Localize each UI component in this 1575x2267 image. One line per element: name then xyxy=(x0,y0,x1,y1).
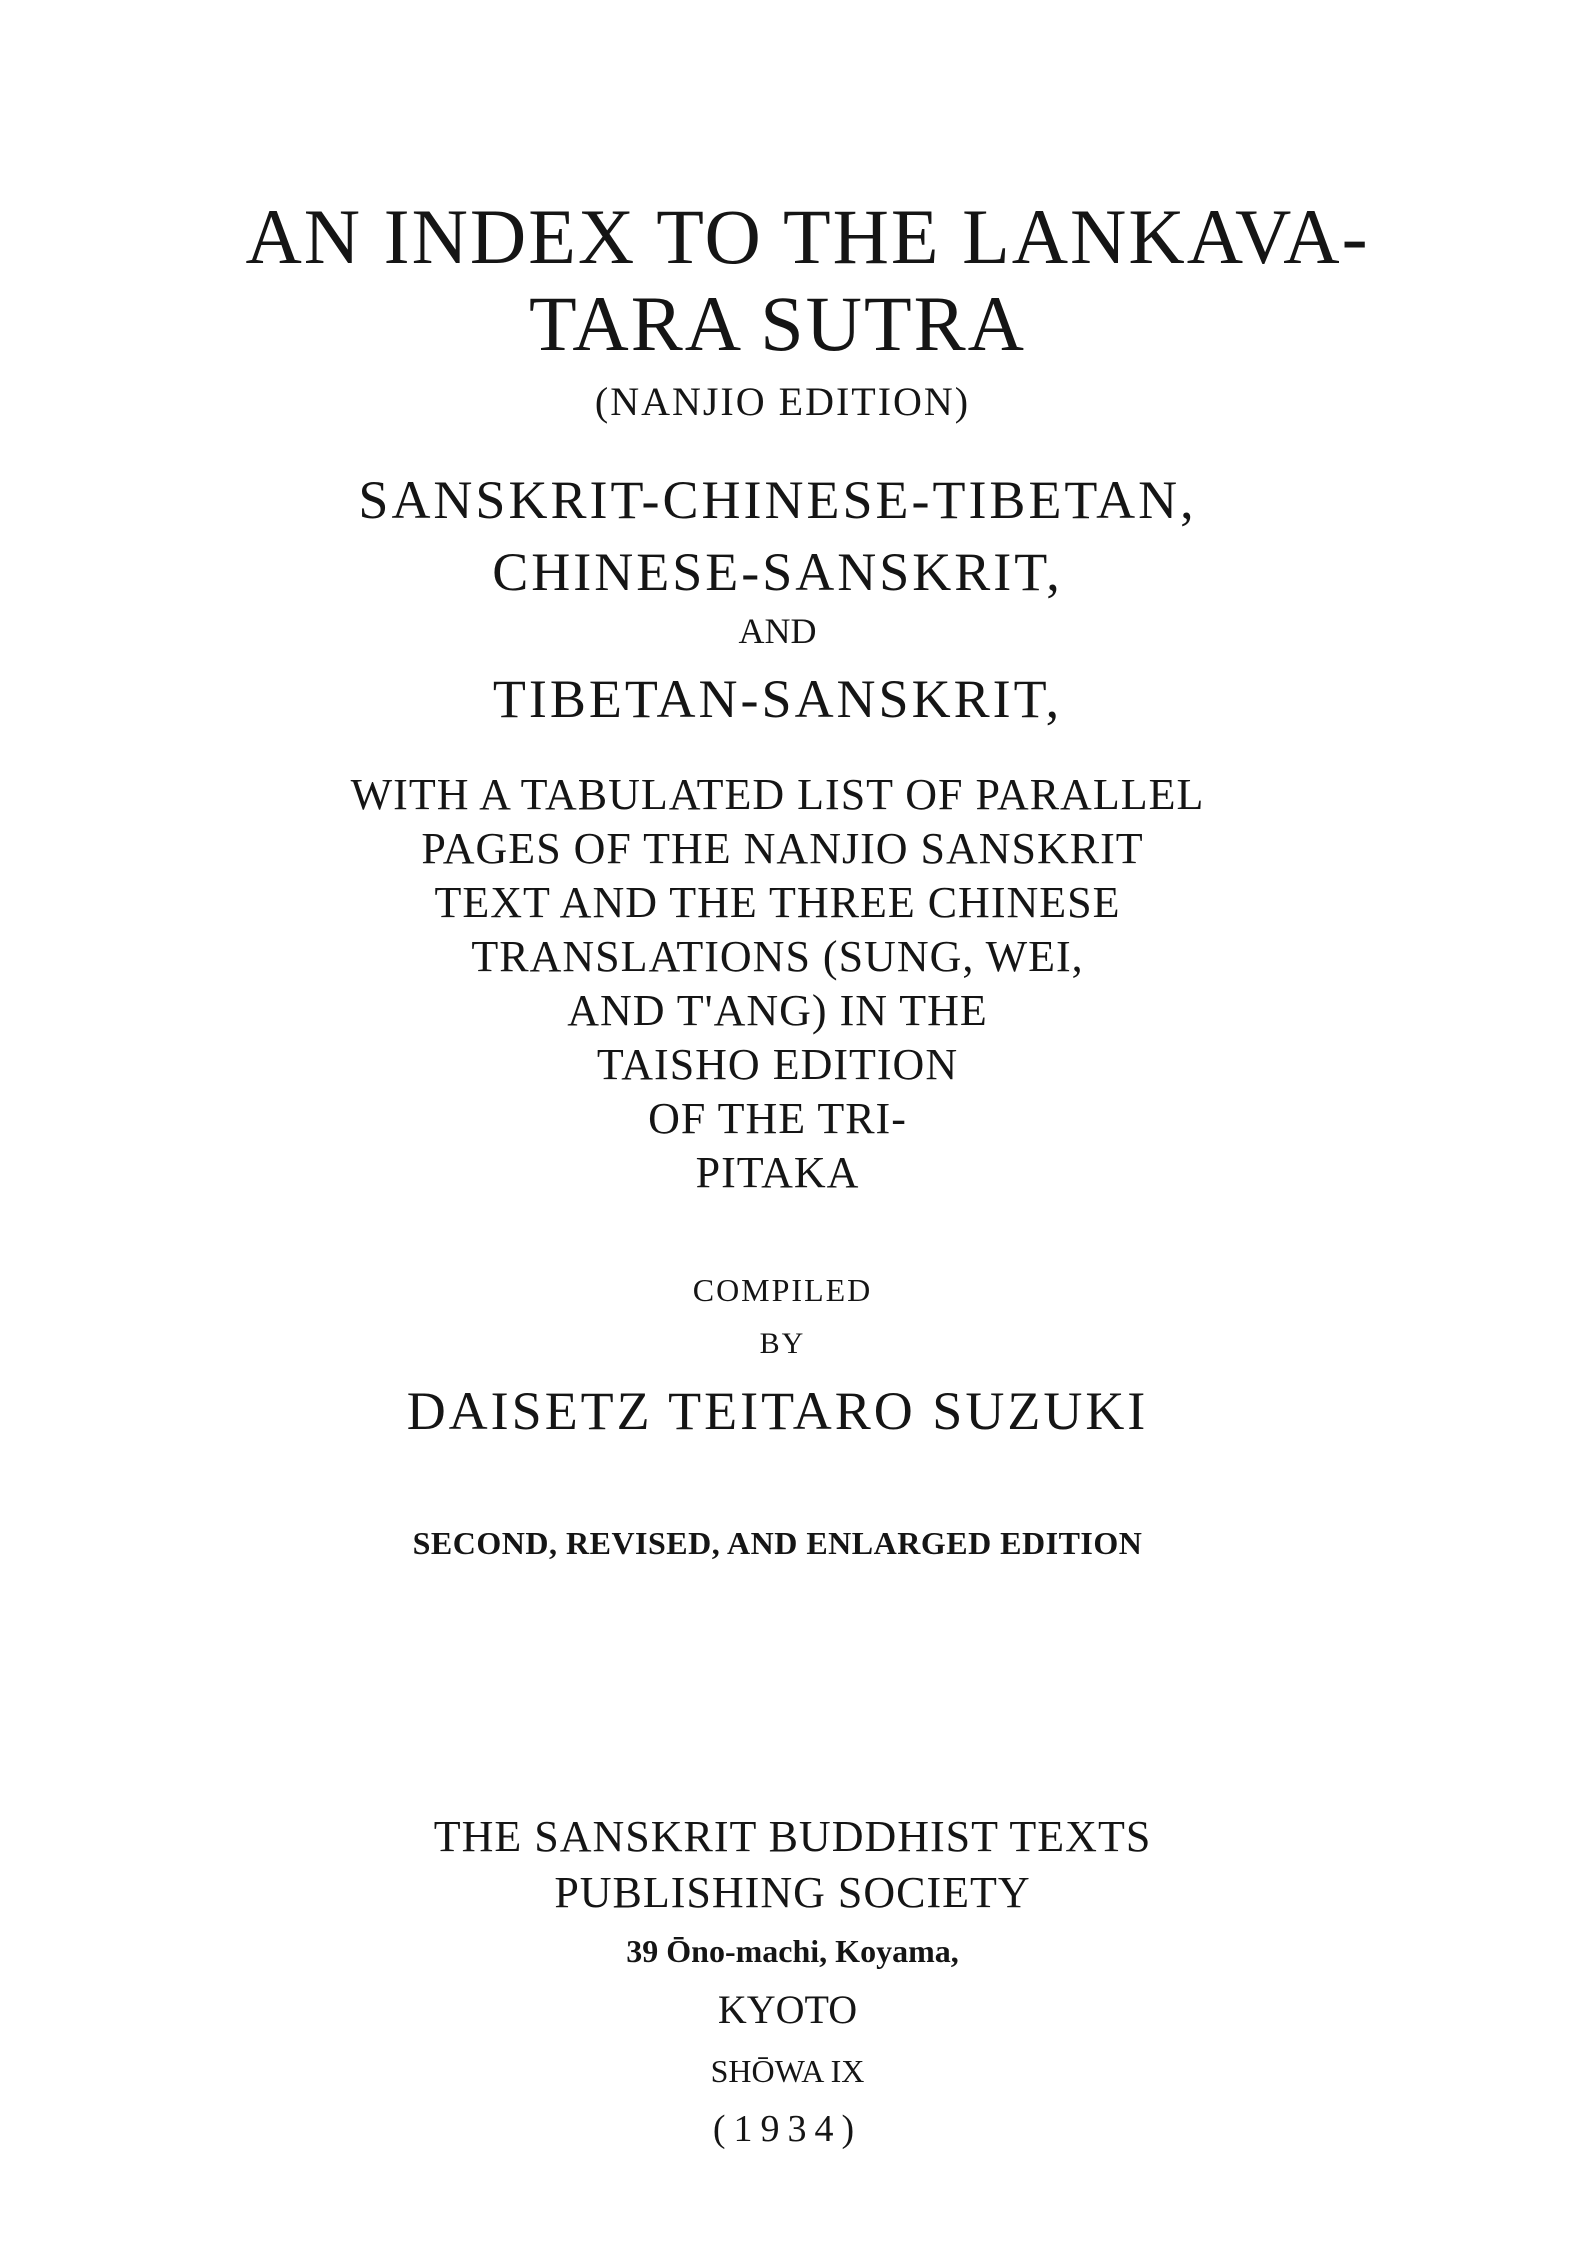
description-line-2: PAGES OF THE NANJIO SANSKRIT xyxy=(421,824,1144,873)
book-title-line-1: AN INDEX TO THE LANKAVA- xyxy=(245,193,1370,280)
compiled-label: COMPILED xyxy=(692,1272,873,1308)
language-line-2: CHINESE-SANSKRIT, xyxy=(492,542,1063,602)
book-title-line-2: TARA SUTRA xyxy=(529,280,1026,367)
description-line-4: TRANSLATIONS (SUNG, WEI, xyxy=(471,932,1084,981)
author-name: DAISETZ TEITARO SUZUKI xyxy=(406,1381,1149,1441)
description-line-3: TEXT AND THE THREE CHINESE xyxy=(434,878,1121,927)
publisher-line-2: PUBLISHING SOCIETY xyxy=(554,1868,1031,1917)
language-conjunction: AND xyxy=(738,611,817,651)
language-line-1: SANSKRIT-CHINESE-TIBETAN, xyxy=(358,470,1197,530)
description-line-8: PITAKA xyxy=(695,1148,860,1197)
publisher-line-1: THE SANSKRIT BUDDHIST TEXTS xyxy=(433,1812,1152,1861)
publication-era: SHŌWA IX xyxy=(710,2053,865,2089)
edition-statement: SECOND, REVISED, AND ENLARGED EDITION xyxy=(412,1525,1143,1561)
description-line-1: WITH A TABULATED LIST OF PARALLEL xyxy=(350,770,1205,819)
language-line-3: TIBETAN-SANSKRIT, xyxy=(492,669,1063,729)
publisher-city: KYOTO xyxy=(717,1987,858,2032)
publisher-address: 39 Ōno-machi, Koyama, xyxy=(626,1933,959,1969)
description-line-5: AND T'ANG) IN THE xyxy=(567,986,988,1035)
publication-year: (1934) xyxy=(712,2108,863,2150)
by-label: BY xyxy=(759,1327,806,1360)
edition-note: (NANJIO EDITION) xyxy=(594,379,971,424)
description-line-7: OF THE TRI- xyxy=(648,1094,907,1143)
description-line-6: TAISHO EDITION xyxy=(596,1040,959,1089)
